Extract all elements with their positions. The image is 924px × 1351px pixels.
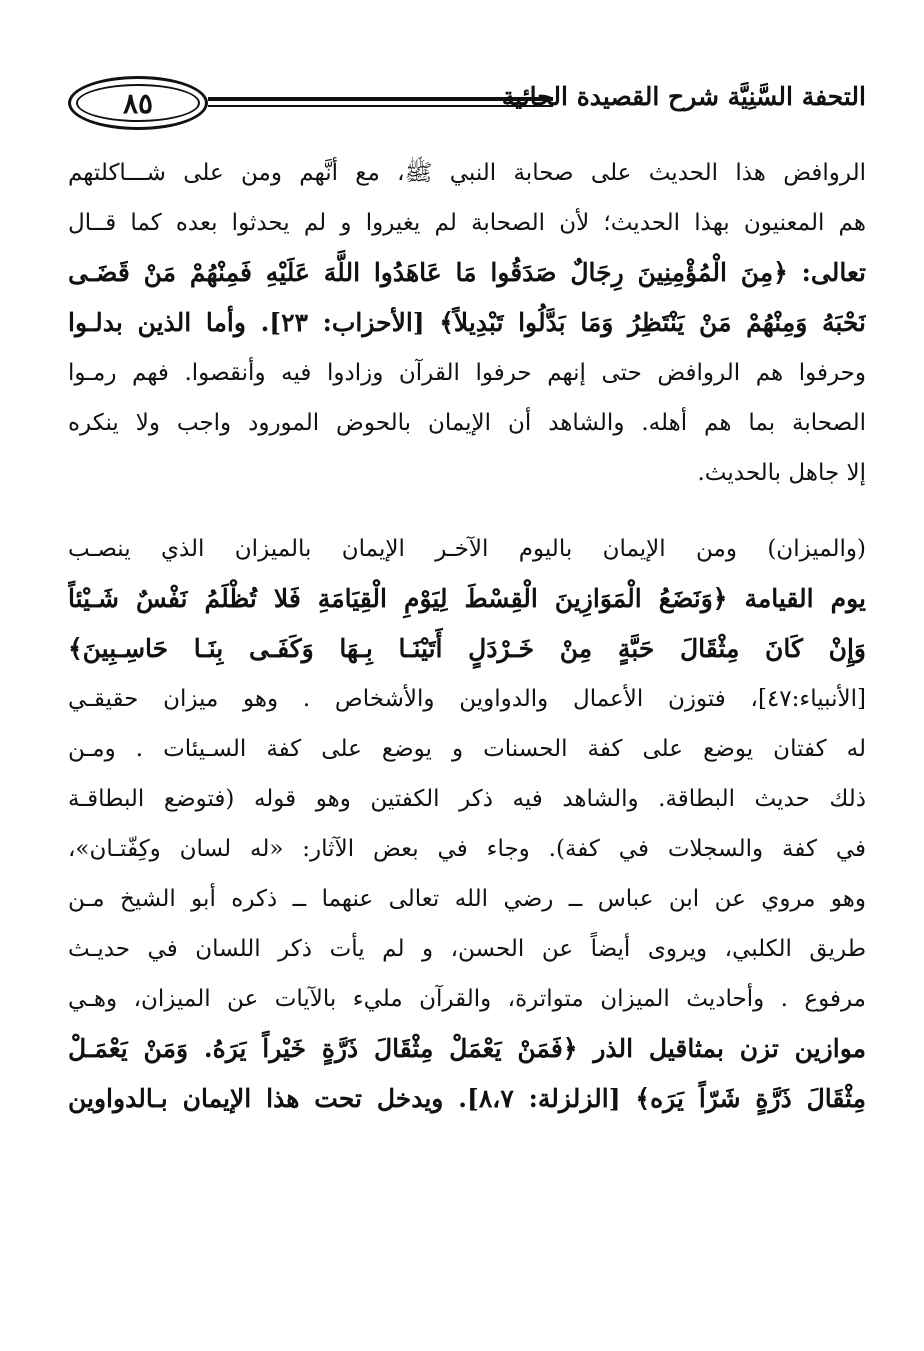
text-line-quran: نَحْبَهُ وَمِنْهُمْ مَنْ يَنْتَظِرُ وَمَا بَدَّلُوا تَبْدِيلاً﴾ [الأحزاب: ٢٣]. وأما الذين بدلـوا — [68, 308, 866, 337]
text-line: مرفوع . وأحاديث الميزان متواترة، والقرآن مليء بالآيات عن الميزان، وهـي — [68, 986, 866, 1012]
text-line: ذلك حديث البطاقة. والشاهد فيه ذكر الكفتين وهو قوله (فتوضع البطاقـة — [68, 786, 866, 812]
paragraph-gap — [68, 498, 866, 524]
body-text — [68, 148, 866, 1124]
text-line: وحرفوا هم الروافض حتى إنهم حرفوا القرآن وزادوا فيه وأنقصوا. فهم رمـوا — [68, 360, 866, 386]
text-line-quran: تعالى: ﴿مِنَ الْمُؤْمِنِينَ رِجَالٌ صَدَقُوا مَا عَاهَدُوا اللَّهَ عَلَيْهِ فَمِنْهُمْ مَنْ قَضَـى — [68, 258, 866, 287]
text-line: [الأنبياء:٤٧]، فتوزن الأعمال والدواوين والأشخاص . وهو ميزان حقيقـي — [68, 686, 866, 712]
running-title: التحفة السَّنِيَّة شرح القصيدة الحائية — [501, 82, 866, 111]
text-line: الصحابة بما هم أهله. والشاهد أن الإيمان بالحوض المورود واجب ولا ينكره — [68, 410, 866, 436]
text-line-quran: وَإِنْ كَانَ مِثْقَالَ حَبَّةٍ مِنْ خَـرْدَلٍ أَتَيْنَـا بِـهَا وَكَفَـى بِنَـا حَاسِـبِينَ﴾ — [68, 634, 866, 663]
text-line-quran: مِثْقَالَ ذَرَّةٍ شَرّاً يَرَه﴾ [الزلزلة: ٨،٧]. ويدخل تحت هذا الإيمان بـالدواوين — [68, 1084, 866, 1113]
text-line-quran: موازين تزن بمثاقيل الذر ﴿فَمَنْ يَعْمَلْ مِثْقَالَ ذَرَّةٍ خَيْراً يَرَهُ. وَمَنْ يَعْمَـلْ — [68, 1034, 866, 1063]
text-line: الروافض هذا الحديث على صحابة النبي ﷺ، مع أنَّهم ومن على شـــاكلتهم — [68, 160, 866, 186]
text-line-quran: يوم القيامة ﴿وَنَضَعُ الْمَوَازِينَ الْقِسْطَ لِيَوْمِ الْقِيَامَةِ فَلا تُظْلَمُ نَفْسٌ شَـيْئاً — [68, 584, 866, 613]
page-number: ٨٥ — [122, 86, 154, 120]
text-line: إلا جاهل بالحديث. — [697, 460, 866, 486]
text-line: وهو مروي عن ابن عباس ــ رضي الله تعالى عنهما ــ ذكره أبو الشيخ مـن — [68, 886, 866, 912]
page-header — [60, 70, 866, 134]
text-line: في كفة والسجلات في كفة). وجاء في بعض الآثار: «له لسان وكِفّتـان»، — [68, 836, 866, 862]
text-line: (والميزان) ومن الإيمان باليوم الآخـر الإيمان بالميزان الذي ينصـب — [68, 536, 866, 562]
text-line: طريق الكلبي، ويروى أيضاً عن الحسن، و لم يأت ذكر اللسان في حديـث — [68, 936, 866, 962]
text-line: له كفتان يوضع على كفة الحسنات و يوضع على كفة السـيئات . ومـن — [68, 736, 866, 762]
page-number-frame — [68, 76, 208, 130]
text-line: هم المعنيون بهذا الحديث؛ لأن الصحابة لم يغيروا و لم يحدثوا بعده كما قــال — [68, 210, 866, 236]
